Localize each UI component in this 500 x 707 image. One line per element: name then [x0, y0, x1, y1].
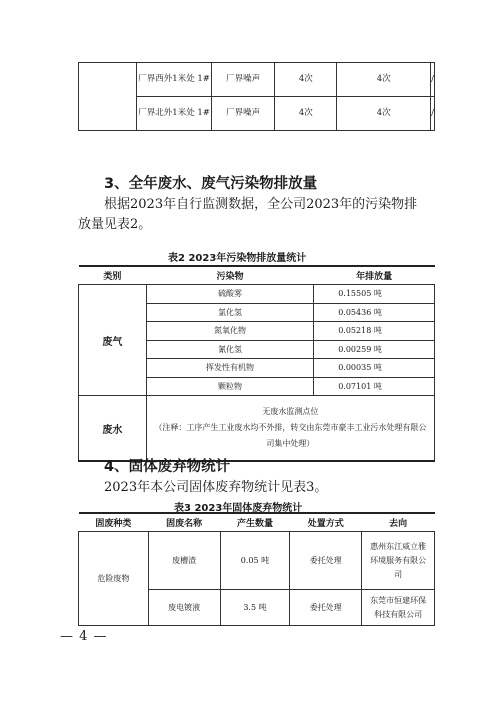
monitor-item: 厂界噪声: [212, 63, 275, 97]
pollutant-amount: 0.00259 吨: [314, 340, 435, 359]
table2-caption: 表2 2023年污染物排放量统计: [168, 253, 307, 264]
water-note-cell: [146, 396, 434, 462]
pollutant-amount: 0.05218 吨: [314, 322, 435, 341]
monitor-note: /: [431, 63, 435, 97]
column-header: 固废名称: [148, 513, 220, 532]
table-row: [79, 63, 435, 97]
waste-category: 危险废物: [79, 532, 149, 626]
column-header: 年排放量: [314, 266, 435, 285]
table-row: [79, 532, 435, 590]
column-header: 污染物: [146, 266, 313, 285]
waste-destination: 东莞市恒建环保科技有限公司: [362, 590, 435, 626]
section3-heading: 3、全年废水、废气污染物排放量: [104, 176, 318, 192]
pollutant-name: 氮氧化物: [146, 322, 313, 341]
monitoring-table: [78, 62, 435, 131]
column-header: 类别: [79, 266, 147, 285]
table-row: [79, 396, 435, 462]
section4-paragraph: 2023年本公司固体废弃物统计见表3。: [104, 480, 328, 495]
category-gas: 废气: [79, 285, 147, 396]
monitor-actual: 4次: [337, 63, 431, 97]
pollutant-amount: 0.15505 吨: [314, 285, 435, 304]
pollutant-name: 硫酸雾: [146, 285, 313, 304]
monitor-point: 厂界北外1米处 1#: [137, 97, 212, 131]
pollutant-amount: 0.05436 吨: [314, 303, 435, 322]
table-cell: [79, 63, 137, 131]
pollutant-name: 挥发性有机物: [146, 359, 313, 378]
category-water: 废水: [79, 396, 147, 462]
waste-quantity: 3.5 吨: [220, 590, 290, 626]
column-header: 固废种类: [79, 513, 149, 532]
water-note-title: 无废水监测点位: [262, 407, 319, 416]
waste-method: 委托处理: [290, 590, 362, 626]
waste-name: 废槽渣: [148, 532, 220, 590]
monitor-planned: 4次: [275, 97, 337, 131]
monitor-actual: 4次: [337, 97, 431, 131]
waste-name: 废电镀液: [148, 590, 220, 626]
water-note-text: （注释：工序产生工业废水均不外排，转交由东莞市豪丰工业污水处理有限公司集中处理）: [154, 423, 427, 448]
pollutant-name: 颗粒物: [146, 377, 313, 396]
monitor-item: 厂界噪声: [212, 97, 275, 131]
monitor-note: /: [431, 97, 435, 131]
table-header-row: [79, 266, 435, 285]
pollutant-name: 氰化氢: [146, 340, 313, 359]
pollutant-amount: 0.00035 吨: [314, 359, 435, 378]
column-header: 处置方式: [290, 513, 362, 532]
pollutant-name: 氯化氢: [146, 303, 313, 322]
page-number: — 4 —: [60, 629, 108, 644]
pollutant-amount: 0.07101 吨: [314, 377, 435, 396]
waste-quantity: 0.05 吨: [220, 532, 290, 590]
monitor-point: 厂界西外1米处 1#: [137, 63, 212, 97]
section4-heading: 4、固体废弃物统计: [104, 459, 231, 475]
column-header: 产生数量: [220, 513, 290, 532]
table-row: [79, 285, 435, 304]
waste-destination: 惠州东江威立雅环境服务有限公司: [362, 532, 435, 590]
column-header: 去向: [362, 513, 435, 532]
section3-paragraph: 根据2023年自行监测数据，全公司2023年的污染物排放量见表2。: [78, 197, 418, 232]
pollutant-table: [78, 265, 435, 462]
monitor-planned: 4次: [275, 63, 337, 97]
table-header-row: [79, 513, 435, 532]
table3-caption: 表3 2023年固体废弃物统计: [174, 503, 303, 514]
solid-waste-table: [78, 512, 435, 626]
waste-method: 委托处理: [290, 532, 362, 590]
